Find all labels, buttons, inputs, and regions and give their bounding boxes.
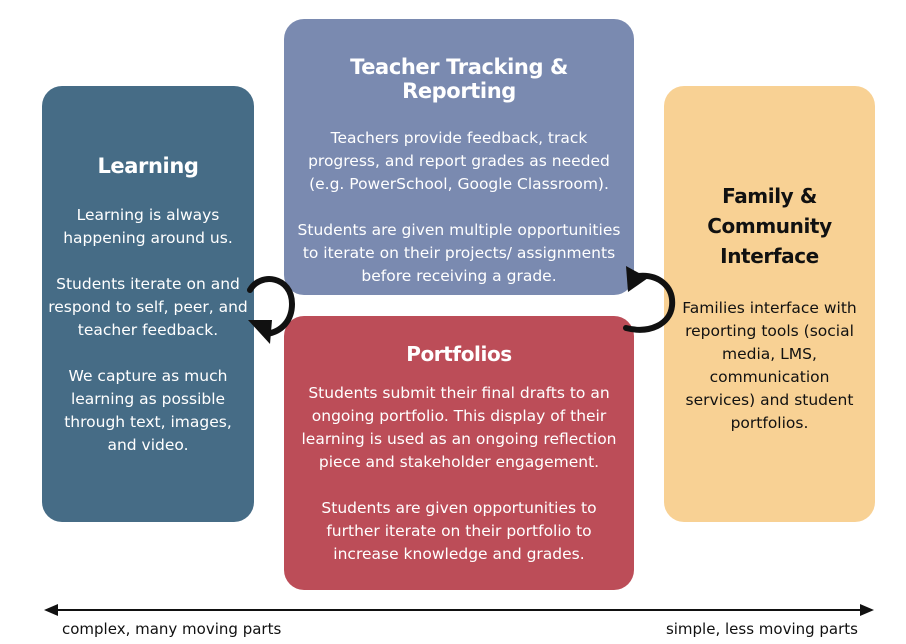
axis-right-label: simple, less moving parts [665,620,858,638]
complexity-axis-arrow [44,600,874,620]
portfolios-title: Portfolios [406,342,512,366]
portfolios-box [284,316,634,590]
teacher-tracking-title: Teacher Tracking & Reporting [350,55,568,103]
learning-paragraph: Learning is always happening around us. [63,206,233,247]
family-community-box [664,86,875,522]
learning-paragraph: Students iterate on and respond to self, peer, and teacher feedback. [48,275,248,339]
teacher-tracking-box [284,19,634,295]
counterclockwise-cycle-arrow-icon [612,262,682,346]
learning-paragraph: We capture as much learning as possible through text, images, and video. [64,367,232,454]
family-community-title: Family & Community Interface [707,184,832,268]
axis-left-label: complex, many moving parts [62,620,282,638]
portfolios-paragraph: Students submit their final drafts to an ongoing portfolio. This display of their learning is used as an ongoing reflection piece and stakeholder engagement. [301,384,617,471]
clockwise-cycle-arrow-icon [238,262,308,346]
learning-box [42,86,254,522]
portfolios-paragraph: Students are given opportunities to further iterate on their portfolio to increase knowledge and grades. [321,499,597,563]
teacher-tracking-paragraph: Teachers provide feedback, track progress, and report grades as needed (e.g. PowerSchool, Google Classroom). [308,129,610,193]
family-community-paragraph: Families interface with reporting tools (social media, LMS, communication services) and student portfolios. [682,299,857,432]
learning-title: Learning [97,154,199,178]
teacher-tracking-paragraph: Students are given multiple opportunities to iterate on their projects/ assignments before receiving a grade. [297,221,621,285]
